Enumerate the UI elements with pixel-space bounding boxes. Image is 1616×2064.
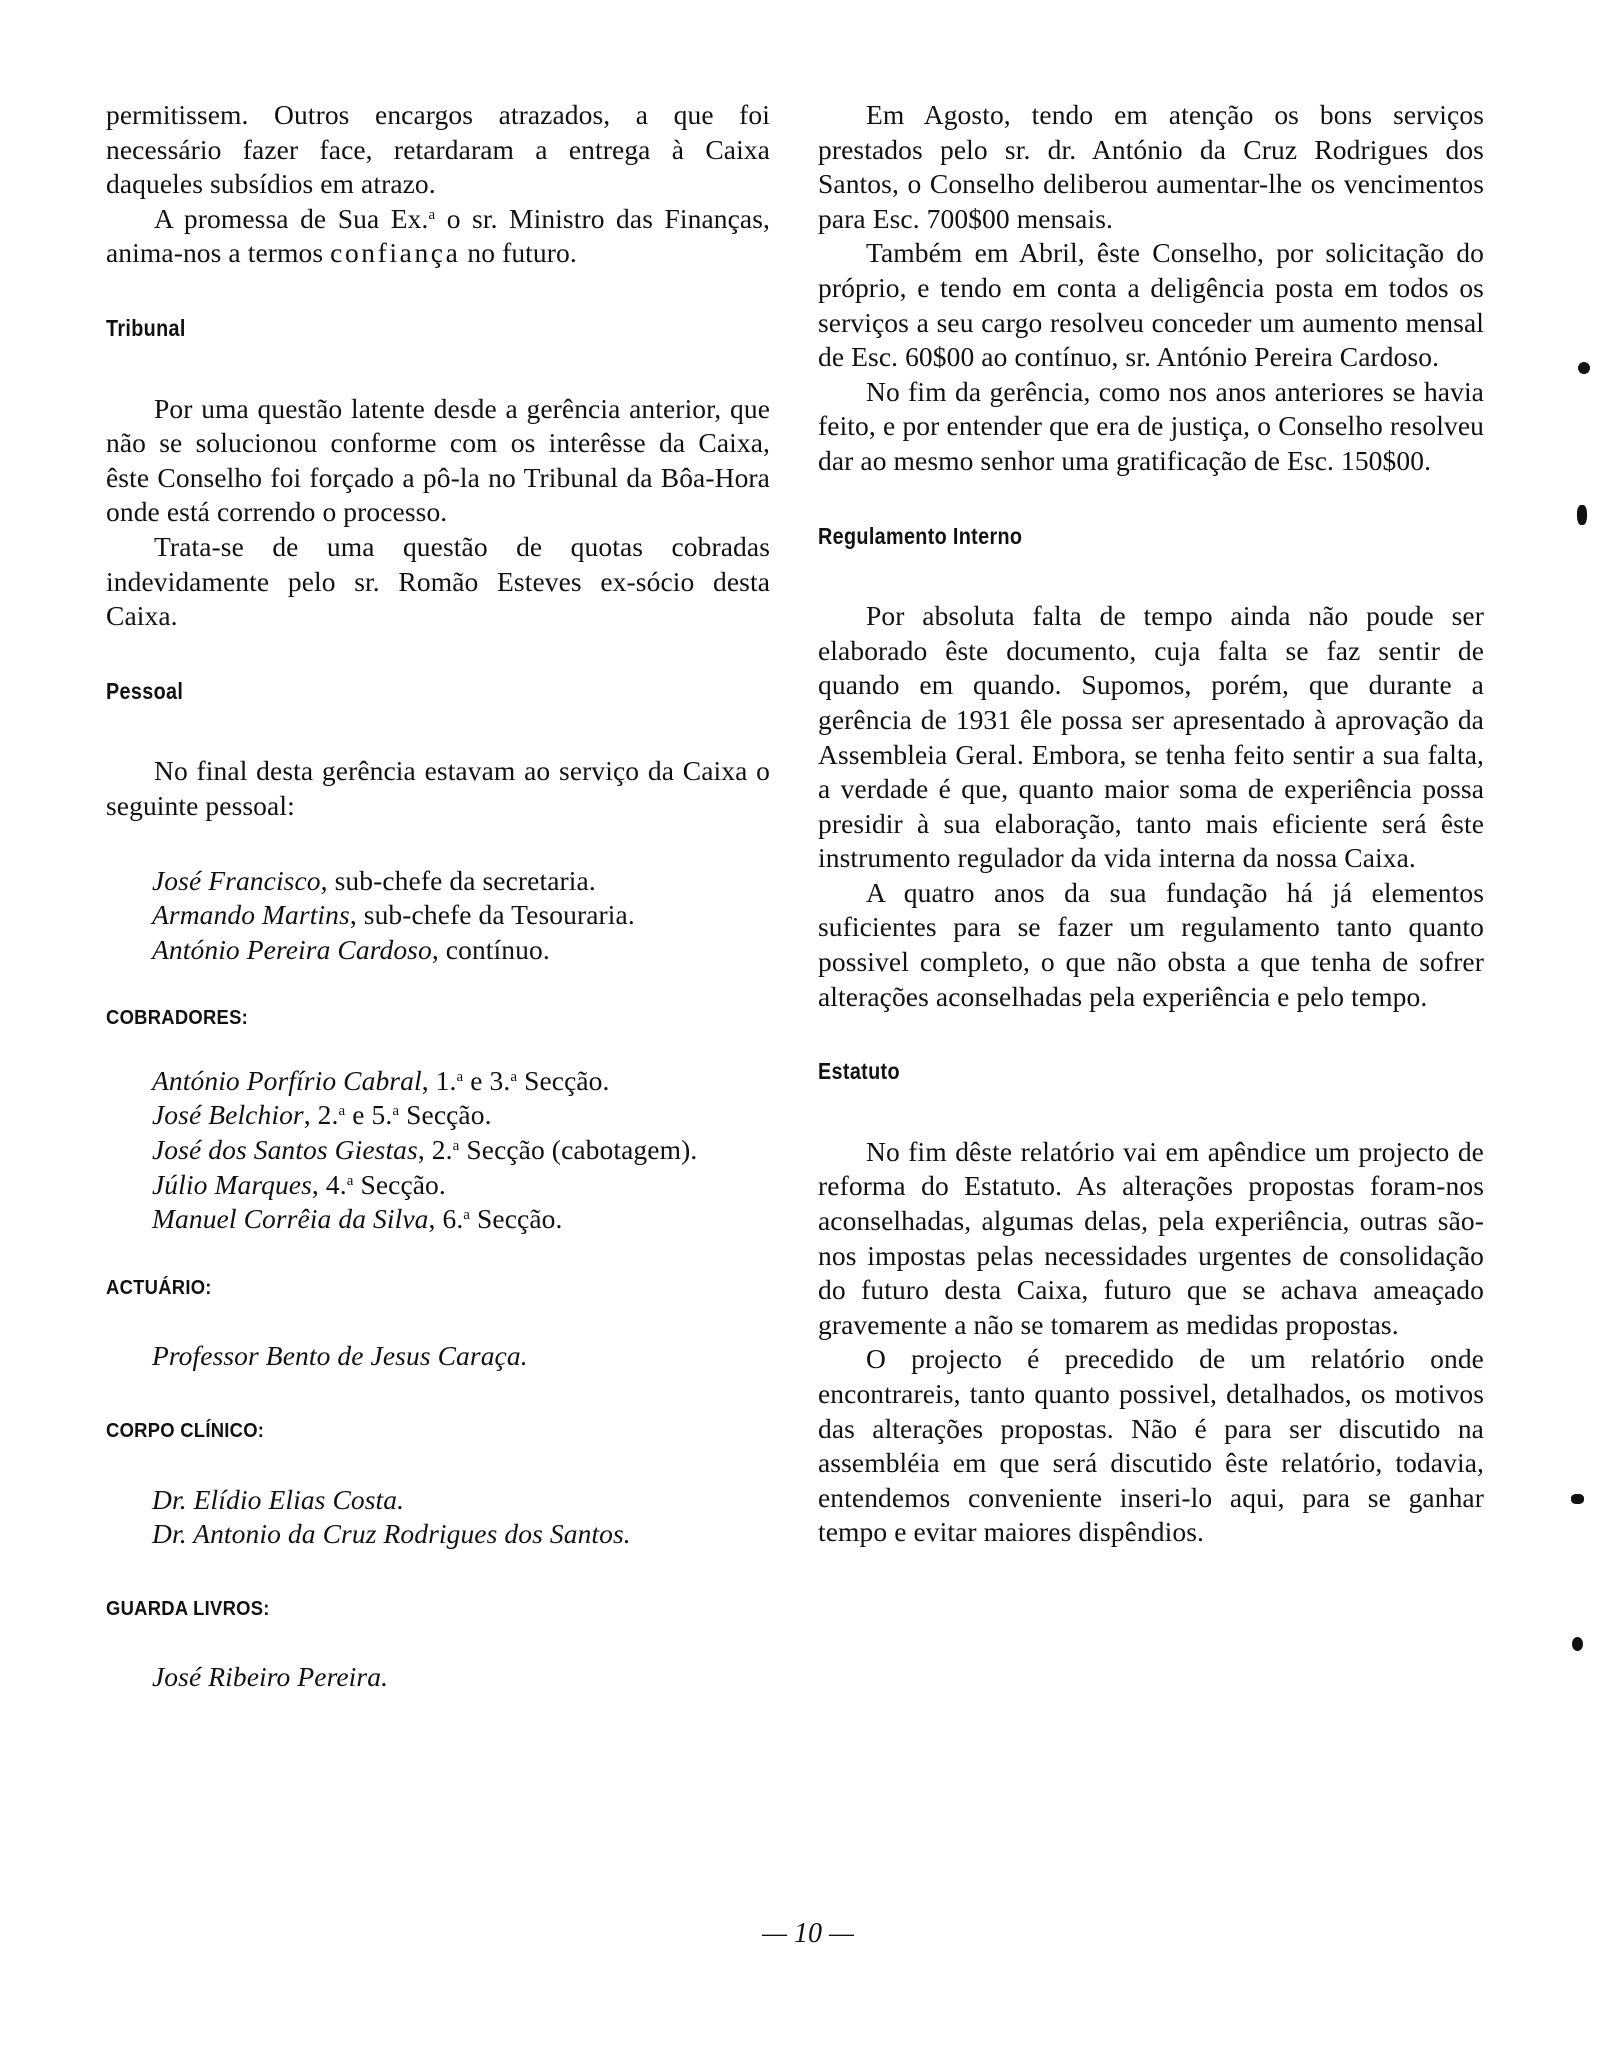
staff-list [106,864,770,968]
staff-item [152,933,770,968]
cobrador-name: José dos Santos Giestas [152,1134,418,1166]
ordinal-superscript: a [452,1138,460,1155]
text-fragment: , 2. [303,1099,339,1131]
text-fragment: o sr. Ministro das Finanças, anima-nos a termos [106,202,770,269]
text-fragment: , 4. [311,1168,347,1200]
text-fragment: , 1. [421,1064,457,1096]
label-corpo-clinico: CORPO CLÍNICO: [106,1420,265,1443]
paragraph-pessoal-intro: No final desta gerência estavam ao serviço da Caixa o seguinte pessoal: [106,755,770,821]
paragraph-abril: Também em Abril, êste Conselho, por solicitação do próprio, e tendo em conta a deligência posta em todos os serviços a seu cargo resolveu conceder um aumento mensal de Esc. 60$00 ao contínuo, sr. António Pereira Cardoso. [818,237,1484,373]
scan-artifact-mark [1572,1637,1583,1651]
text-fragment: Secção (cabotagem). [459,1134,698,1166]
staff-item [152,864,770,899]
cobrador-item [152,1098,770,1133]
ordinal-superscript: a [510,1068,518,1085]
page-number: — 10 — [762,1918,854,1949]
actuario-list [106,1339,770,1374]
ordinal-superscript: a [428,206,436,223]
ordinal-superscript: a [346,1172,354,1189]
text-fragment: Secção. [353,1168,446,1200]
text-fragment: e 5. [345,1099,393,1131]
scan-artifact-mark [1577,505,1587,525]
scan-artifact-mark [1578,362,1590,374]
ordinal-superscript: a [392,1103,400,1120]
text-fragment: , 2. [417,1134,453,1166]
cobrador-name: Manuel Corrêia da Silva [152,1203,429,1235]
paragraph-estatuto-2: O projecto é precedido de um relatório onde encontrareis, tanto quanto possivel, detalhados, os motivos das alterações propostas. Não é para ser discutido na assembléia em que será discutido êste relatório, todavia, entendemos conveniente inseri-lo aqui, para se ganhar tempo e evitar maiores dispêndios. [818,1343,1484,1548]
text-fragment: , 6. [428,1203,464,1235]
left-column [106,98,770,1695]
label-actuario: ACTUÁRIO: [106,1276,212,1299]
ordinal-superscript: a [463,1207,471,1224]
bookkeeper-name: José Ribeiro Pereira. [152,1661,389,1693]
paragraph-subsidies: permitissem. Outros encargos atrazados, a que foi necessário fazer face, retardaram a entrega à Caixa daqueles subsídios em atrazo. [106,99,770,200]
section-heading-regulamento: Regulamento Interno [818,522,1023,549]
paragraph-tribunal-2: Trata-se de uma questão de quotas cobradas indevidamente pelo sr. Romão Esteves ex-sócio desta Caixa. [106,530,770,632]
section-heading-tribunal: Tribunal [106,314,186,341]
paragraph-minister-promise [106,202,770,271]
cobrador-name: António Porfírio Cabral [152,1064,422,1096]
cobrador-name: José Belchior [152,1099,304,1131]
doctor-name: Dr. Elídio Elias Costa. [152,1483,405,1515]
cobrador-item [152,1133,770,1168]
text-fragment: e 3. [463,1064,511,1096]
staff-role: , contínuo. [431,933,550,965]
text-fragment: Secção. [517,1064,610,1096]
staff-role: , sub-chefe da Tesouraria. [349,899,635,931]
cobrador-name: Júlio Marques [152,1168,312,1200]
actuario-name: Professor Bento de Jesus Caraça. [152,1340,528,1372]
cobradores-list [106,1064,770,1237]
corpo-clinico-list [106,1483,770,1552]
staff-role: , sub-chefe da secretaria. [320,864,596,896]
cobrador-item [152,1168,770,1203]
label-cobradores: COBRADORES: [106,1007,249,1030]
text-fragment: Secção. [470,1203,563,1235]
cobrador-item [152,1064,770,1099]
paragraph-estatuto-1: No fim dêste relatório vai em apêndice um projecto de reforma do Estatuto. As alterações propostas foram-nos aconselhadas, algumas delas, pela experiência, outras são-nos impostas pelas necessidades urgentes de consolidação do futuro desta Caixa, futuro que se achava ameaçado gravemente a não se tomarem as medidas propostas. [818,1135,1484,1340]
scan-artifact-mark [1571,1494,1584,1504]
staff-name: Armando Martins [152,899,350,931]
staff-name: José Francisco [152,864,321,896]
staff-name: António Pereira Cardoso [152,933,432,965]
paragraph-regulamento-1: Por absoluta falta de tempo ainda não poude ser elaborado êste documento, cuja falta se faz sentir de quando em quando. Supomos, porém, que durante a gerência de 1931 êle possa ser apresentado à aprovação da Assembleia Geral. Embora, se tenha feito sentir a sua falta, a verdade é que, quanto maior soma de experiência possa presidir à sua elaboração, tanto mais eficiente será êste instrumento regulador da vida interna da nossa Caixa. [818,600,1484,874]
ordinal-superscript: a [456,1068,464,1085]
paragraph-fim-gerencia: No fim da gerência, como nos anos anteriores se havia feito, e por entender que era de justiça, o Conselho resolveu dar ao mesmo senhor uma gratificação de Esc. 150$00. [818,375,1484,476]
right-column [818,98,1484,1550]
paragraph-agosto: Em Agosto, tendo em atenção os bons serviços prestados pelo sr. dr. António da Cruz Rodrigues dos Santos, o Conselho deliberou aumentar-lhe os vencimentos para Esc. 700$00 mensais. [818,99,1484,234]
cobrador-item [152,1202,770,1237]
guarda-livros-list [106,1660,770,1695]
text-fragment: no futuro. [460,237,577,269]
text-fragment: Secção. [399,1099,492,1131]
paragraph-regulamento-2: A quatro anos da sua fundação há já elementos suficientes para se fazer um regulamento tanto quanto possivel completo, o que não obsta a que tenha de sofrer alterações aconselhadas pela experiência e pelo tempo. [818,876,1484,1012]
text-fragment: A promessa de Sua Ex. [154,202,429,234]
label-guarda-livros: GUARDA LIVROS: [106,1597,270,1620]
section-heading-pessoal: Pessoal [106,677,184,704]
spaced-word: confiança [330,237,461,269]
paragraph-tribunal-1: Por uma questão latente desde a gerência anterior, que não se solucionou conforme com os interêsse da Caixa, êste Conselho foi forçado a pô-la no Tribunal da Bôa-Hora onde está correndo o processo. [106,392,770,528]
ordinal-superscript: a [338,1103,346,1120]
section-heading-estatuto: Estatuto [818,1058,900,1085]
doctor-name: Dr. Antonio da Cruz Rodrigues dos Santos. [152,1518,631,1550]
staff-item [152,898,770,933]
